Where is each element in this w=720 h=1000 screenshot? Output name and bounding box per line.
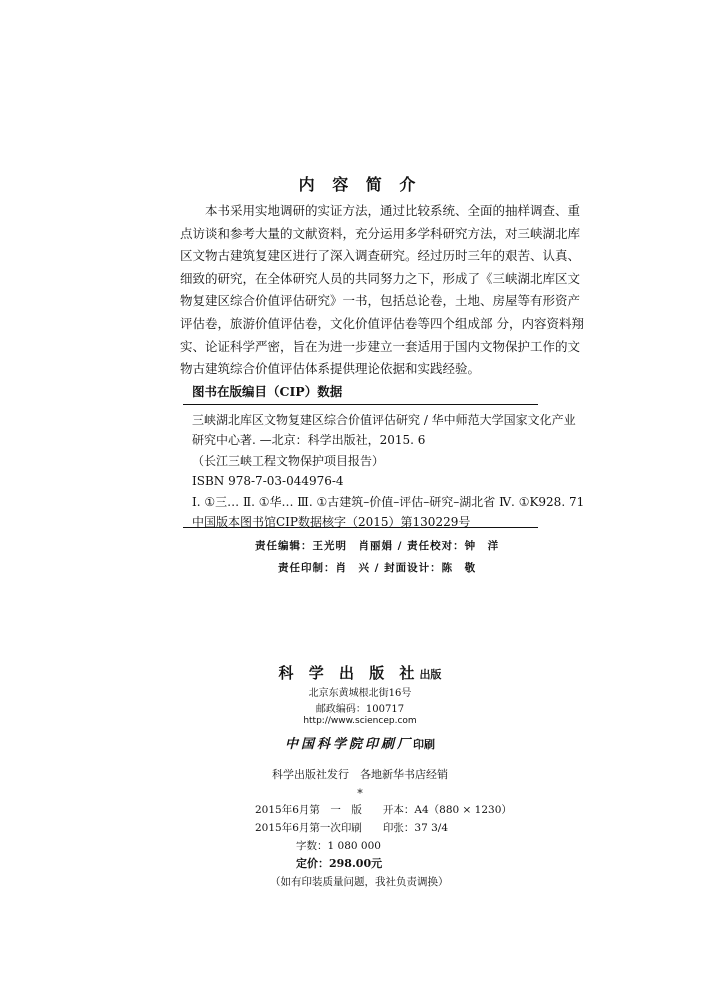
summary-line: 实、论证科学严密，旨在为进一步建立一套适用于国内文物保护工作的文	[180, 338, 581, 354]
printer-suffix: 印刷	[413, 738, 435, 751]
printer-logo-text: 中国科学院印刷厂	[284, 737, 413, 752]
separator-star: *	[357, 787, 363, 800]
summary-line: 区文物古建筑复建区进行了深入调查研究。经过历时三年的艰苦、认真、	[180, 248, 581, 264]
cip-line: （长江三峡工程文物保护项目报告）	[192, 453, 385, 468]
summary-line: 物复建区综合价值评估研究》一书，包括总论卷，土地、房屋等有形资产	[180, 293, 581, 309]
word-count: 字数：1 080 000	[296, 840, 381, 852]
printing-line: 2015年6月第一次印刷 印张：37 3/4	[255, 822, 448, 834]
cip-line: Ⅰ. ①三… Ⅱ. ①华… Ⅲ. ①古建筑–价值–评估–研究–湖北省 Ⅳ. ①K928. 71	[192, 494, 585, 509]
summary-line: 点访谈和参考大量的文献资料，充分运用多学科研究方法，对三峡湖北库	[180, 225, 581, 241]
cip-bottom-rule	[183, 527, 538, 528]
cip-top-rule	[183, 404, 538, 405]
cip-block	[192, 410, 585, 532]
quality-notice: （如有印装质量问题，我社负责调换）	[270, 876, 449, 888]
cip-line: 中国版本图书馆CIP数据核字（2015）第130229号	[192, 514, 471, 529]
publisher-logo-text: 科 学 出 版 社	[278, 664, 420, 682]
printer-name	[0, 733, 720, 752]
edition-line: 2015年6月第 一 版 开本：A4（880 × 1230）	[255, 804, 512, 816]
publisher-website: http://www.sciencep.com	[303, 716, 417, 726]
publisher-postcode: 邮政编码：100717	[315, 704, 405, 715]
summary-body	[180, 200, 584, 381]
cip-title: 图书在版编目（CIP）数据	[192, 384, 343, 399]
summary-line: 评估卷，旅游价值评估卷，文化价值评估卷等四个组成部 分，内容资料翔	[180, 315, 584, 331]
publisher-name	[0, 662, 720, 683]
summary-line: 物古建筑综合价值评估体系提供理论依据和实践经验。	[180, 361, 481, 377]
cip-line: 三峡湖北库区文物复建区综合价值评估研究 / 华中师范大学国家文化产业	[192, 413, 576, 427]
publisher-suffix: 出版	[419, 668, 442, 681]
credits-production: 责任印制：肖 兴 / 封面设计：陈 敬	[278, 562, 477, 574]
cip-line: ISBN 978-7-03-044976-4	[192, 474, 344, 489]
summary-line: 本书采用实地调研的实证方法，通过比较系统、全面的抽样调查、重	[180, 203, 581, 218]
summary-title: 内 容 简 介	[298, 175, 422, 194]
summary-line: 细致的研究，在全体研究人员的共同努力之下，形成了《三峡湖北库区文	[180, 270, 581, 286]
cip-line: 研究中心著. —北京：科学出版社，2015. 6	[192, 433, 426, 448]
price: 定价：298.00元	[296, 857, 383, 870]
credits-editors: 责任编辑：王光明 肖丽娟 / 责任校对：钟 洋	[255, 540, 500, 552]
distribution-line: 科学出版社发行 各地新华书店经销	[272, 768, 448, 781]
publisher-address: 北京东黄城根北街16号	[308, 688, 412, 699]
